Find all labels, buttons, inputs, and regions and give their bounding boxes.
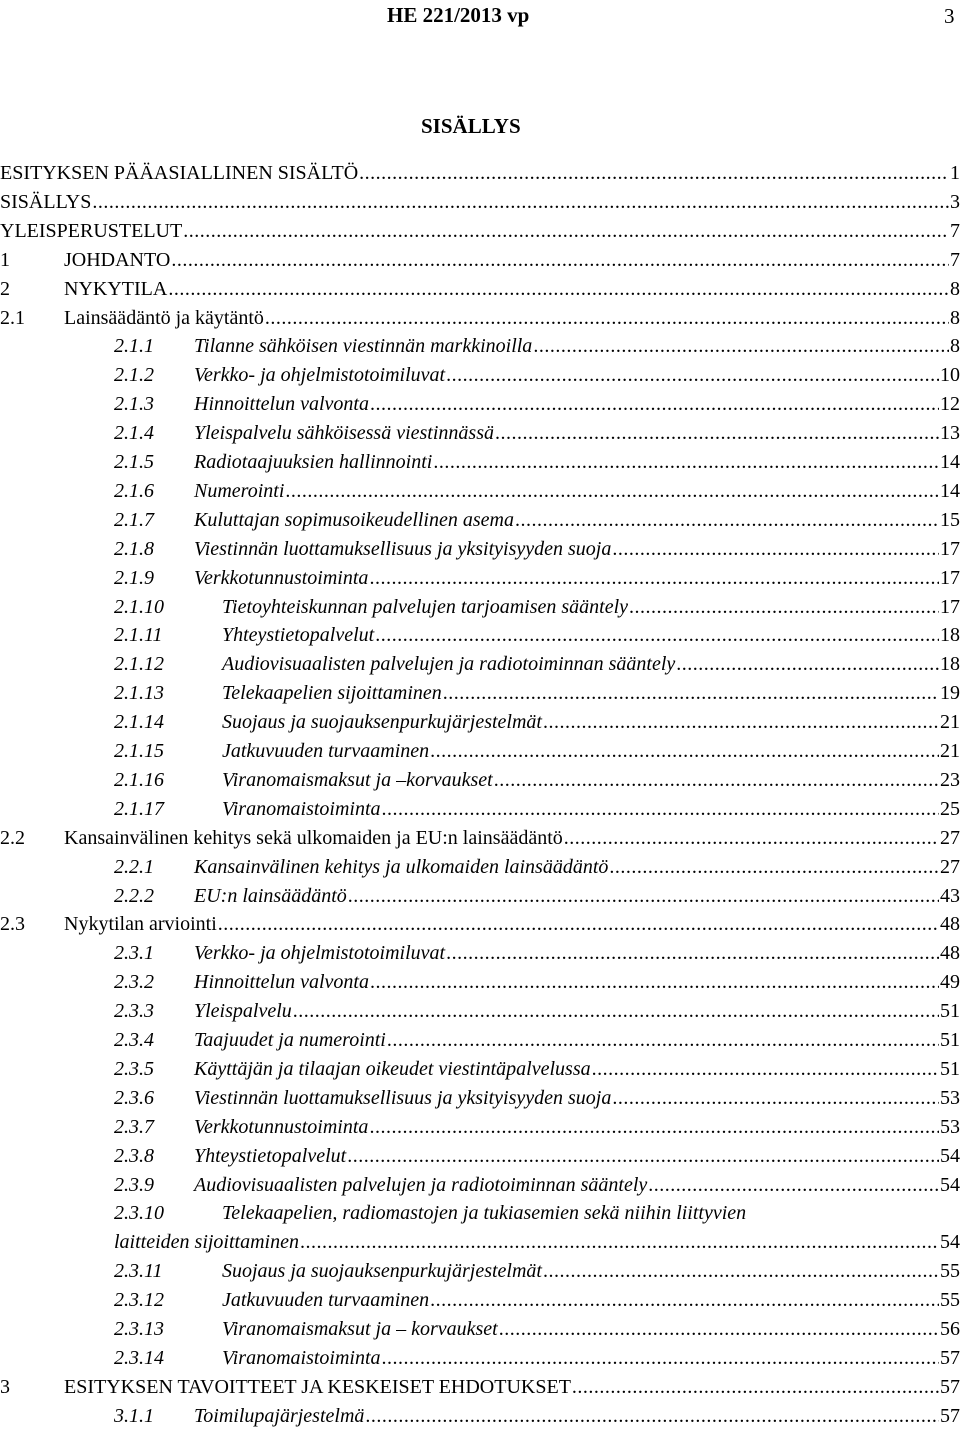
toc-entry-page: 18 (940, 653, 960, 676)
toc-entry-page: 15 (940, 508, 960, 531)
toc-entry (0, 709, 960, 735)
toc-entry-page: 8 (950, 277, 960, 300)
toc-leader-dots (543, 1258, 939, 1284)
toc-entry-page: 57 (940, 1346, 960, 1369)
toc-leader-dots (171, 247, 949, 273)
toc-entry-number: 2 (0, 277, 10, 300)
toc-entry (0, 680, 960, 706)
toc-entry-page: 43 (940, 884, 960, 907)
toc-entry-number: 2.1.13 (114, 682, 164, 705)
toc-entry-page: 57 (940, 1404, 960, 1427)
toc-entry-number: 2.3.9 (114, 1173, 154, 1196)
toc-entry-page: 7 (950, 219, 960, 242)
toc-entry-page: 54 (940, 1231, 960, 1254)
toc-leader-dots (494, 767, 939, 793)
toc-entry-page: 51 (940, 1057, 960, 1080)
toc-entry-page: 56 (940, 1318, 960, 1340)
toc-entry (0, 1172, 960, 1198)
toc-entry (0, 969, 960, 995)
toc-entry-title: Kansainvälinen kehitys sekä ulkomaiden ja EU:n lainsäädäntö (64, 826, 563, 849)
toc-leader-dots (382, 1345, 939, 1371)
toc-leader-dots (495, 420, 939, 446)
toc-entry (0, 362, 960, 388)
toc-entry-title: JOHDANTO (64, 248, 171, 271)
toc-entry-title: Numerointi (194, 479, 285, 502)
toc-entry-title: Telekaapelien, radiomastojen ja tukiasemien sekä niihin liittyvien (222, 1202, 747, 1225)
toc-entry-title: Viestinnän luottamuksellisuus ja yksityisyyden suoja (194, 1086, 612, 1109)
toc-leader-dots (572, 1374, 939, 1400)
toc-entry-number: 2.1.2 (114, 364, 154, 387)
toc-entry (0, 1056, 960, 1082)
toc-leader-dots (609, 854, 939, 880)
toc-entry-page: 55 (940, 1260, 960, 1283)
toc-entry (0, 1027, 960, 1053)
toc-entry-number: 2.1.7 (114, 508, 154, 531)
toc-entry (0, 160, 960, 186)
toc-entry-title: YLEISPERUSTELUT (0, 219, 183, 242)
toc-entry (0, 651, 960, 677)
toc-entry-page: 51 (940, 1000, 960, 1023)
toc-entry-title: Audiovisuaalisten palvelujen ja radiotoiminnan sääntely (194, 1173, 648, 1196)
toc-entry-title: NYKYTILA (64, 277, 168, 300)
toc-entry (0, 305, 960, 331)
toc-entry (0, 333, 960, 359)
toc-entry-title: Toimilupajärjestelmä (194, 1404, 365, 1427)
toc-leader-dots (430, 738, 939, 764)
toc-entry-number: 2.1.9 (114, 566, 154, 589)
toc-entry-number: 3.1.1 (114, 1404, 154, 1427)
toc-entry (0, 1403, 960, 1429)
toc-entry-title: Tilanne sähköisen viestinnän markkinoilla (194, 335, 533, 358)
toc-entry-title: Viranomaismaksut ja – korvaukset (222, 1318, 498, 1340)
toc-entry-number: 2.3.11 (114, 1260, 163, 1283)
toc-entry-page: 7 (950, 248, 960, 271)
toc-entry-page: 17 (940, 566, 960, 589)
toc-entry-number: 2.3.6 (114, 1086, 154, 1109)
toc-entry-page: 10 (940, 364, 960, 387)
toc-entry (0, 1114, 960, 1140)
toc-entry-number: 2.1.15 (114, 740, 164, 762)
toc-entry (0, 883, 960, 909)
toc-entry-number: 2.3.5 (114, 1057, 154, 1080)
toc-entry-number: 2.2 (0, 826, 25, 849)
toc-entry-title: Taajuudet ja numerointi (194, 1029, 386, 1051)
toc-entry-number: 2.3.3 (114, 1000, 154, 1023)
toc-entry (0, 189, 960, 215)
toc-entry-number: 2.1.8 (114, 537, 154, 560)
toc-entry-page: 18 (940, 624, 960, 647)
toc-entry-page: 25 (940, 797, 960, 820)
toc-leader-dots (446, 362, 939, 388)
toc-entry-page: 54 (940, 1144, 960, 1167)
toc-entry-page: 3 (950, 190, 960, 213)
toc-entry-page: 48 (940, 913, 960, 936)
toc-entry-number: 2.1 (0, 306, 25, 329)
toc-entry-number: 2.1.5 (114, 451, 154, 473)
toc-entry-page: 27 (940, 855, 960, 878)
toc-leader-dots (369, 1114, 939, 1140)
toc-leader-dots (433, 449, 939, 475)
toc-entry (0, 738, 960, 764)
toc-entry-page: 14 (940, 479, 960, 502)
toc-entry-page: 53 (940, 1086, 960, 1109)
toc-entry (0, 825, 960, 851)
toc-leader-dots (365, 1403, 939, 1429)
toc-entry-number: 2.3.2 (114, 971, 154, 994)
toc-leader-dots (629, 594, 939, 620)
running-header-doc-ref: HE 221/2013 vp (387, 3, 530, 27)
toc-entry-title: Lainsäädäntö ja käytäntö (64, 306, 264, 329)
toc-entry-title: Viestinnän luottamuksellisuus ja yksityisyyden suoja (194, 537, 612, 560)
toc-entry-page: 55 (940, 1289, 960, 1312)
toc-entry-page: 1 (950, 162, 960, 184)
toc-leader-dots (218, 911, 939, 937)
toc-leader-dots (348, 883, 939, 909)
toc-entry-title: Käyttäjän ja tilaajan oikeudet viestintäpalvelussa (194, 1057, 591, 1080)
toc-entry-number: 1 (0, 248, 10, 271)
toc-entry-title: Jatkuvuuden turvaaminen (222, 1289, 430, 1312)
toc-entry-page: 17 (940, 537, 960, 560)
toc-entry-title: Nykytilan arviointi (64, 913, 217, 936)
toc-entry (0, 796, 960, 822)
toc-entry-title: Yhteystietopalvelut (222, 624, 375, 647)
toc-leader-dots (387, 1027, 939, 1053)
toc-entry-page: 8 (950, 306, 960, 329)
toc-leader-dots (430, 1287, 939, 1313)
toc-entry-title: Radiotaajuuksien hallinnointi (194, 451, 433, 473)
toc-entry (0, 998, 960, 1024)
toc-entry-page: 13 (940, 422, 960, 445)
toc-entry-number: 2.1.11 (114, 624, 163, 647)
toc-entry-title: ESITYKSEN PÄÄASIALLINEN SISÄLTÖ (0, 162, 359, 184)
toc-entry (0, 1200, 960, 1226)
toc-entry-number: 2.1.14 (114, 711, 164, 734)
toc-leader-dots (293, 998, 939, 1024)
toc-leader-dots (375, 622, 939, 648)
toc-leader-dots (92, 189, 949, 215)
toc-entry-number: 2.3.4 (114, 1029, 154, 1051)
toc-entry-number: 2.1.6 (114, 479, 154, 502)
toc-entry-page: 21 (940, 740, 960, 762)
toc-entry-title: Audiovisuaalisten palvelujen ja radiotoiminnan sääntely (222, 653, 676, 676)
toc-entry-number: 2.1.17 (114, 797, 164, 820)
toc-entry (0, 854, 960, 880)
toc-leader-dots (300, 1229, 939, 1255)
toc-leader-dots (183, 218, 949, 244)
toc-leader-dots (612, 1085, 939, 1111)
toc-entry (0, 940, 960, 966)
toc-entry-title: Yleispalvelu sähköisessä viestinnässä (194, 422, 494, 445)
toc-entry-continuation (0, 1229, 960, 1255)
toc-leader-dots (515, 507, 939, 533)
toc-entry-number: 2.2.2 (114, 884, 154, 907)
toc-leader-dots (676, 651, 939, 677)
toc-entry-number: 2.3.14 (114, 1346, 164, 1369)
toc-entry-page: 17 (940, 595, 960, 618)
toc-entry-title: Tietoyhteiskunnan palvelujen tarjoamisen sääntely (222, 595, 629, 618)
running-header-page-number: 3 (944, 4, 955, 28)
toc-entry-number: 2.2.1 (114, 855, 154, 878)
toc-leader-dots (369, 565, 939, 591)
toc-entry (0, 1143, 960, 1169)
toc-title: SISÄLLYS (421, 114, 521, 138)
toc-entry-page: 48 (940, 942, 960, 965)
toc-entry-number: 2.3.8 (114, 1144, 154, 1167)
toc-entry-number: 2.3.1 (114, 942, 154, 965)
toc-entry (0, 1345, 960, 1371)
toc-entry-page: 54 (940, 1173, 960, 1196)
toc-entry-number: 2.1.16 (114, 768, 164, 791)
toc-entry (0, 218, 960, 244)
toc-entry (0, 594, 960, 620)
toc-entry-number: 2.1.4 (114, 422, 154, 445)
toc-leader-dots (382, 796, 939, 822)
toc-entry-number: 2.1.10 (114, 595, 164, 618)
toc-entry-title: Kansainvälinen kehitys ja ulkomaiden lainsäädäntö (194, 855, 609, 878)
toc-entry-title: Verkko- ja ohjelmistotoimiluvat (194, 942, 446, 965)
toc-entry-number: 2.3.7 (114, 1115, 154, 1138)
toc-entry-title: Jatkuvuuden turvaaminen (222, 740, 430, 762)
toc-entry (0, 1316, 960, 1342)
toc-entry (0, 622, 960, 648)
toc-entry (0, 767, 960, 793)
toc-entry-title: Suojaus ja suojauksenpurkujärjestelmät (222, 1260, 542, 1283)
toc-entry-page: 53 (940, 1115, 960, 1138)
toc-leader-dots (499, 1316, 939, 1342)
toc-entry-title: Yleispalvelu (194, 1000, 292, 1023)
toc-entry (0, 1287, 960, 1313)
toc-leader-dots (592, 1056, 939, 1082)
toc-entry-number: 2.3.13 (114, 1318, 164, 1340)
toc-entry-title: Telekaapelien sijoittaminen (222, 682, 442, 705)
toc-entry-title: Suojaus ja suojauksenpurkujärjestelmät (222, 711, 542, 734)
toc-leader-dots (168, 276, 949, 302)
toc-entry-title-continued: laitteiden sijoittaminen (114, 1231, 299, 1254)
toc-leader-dots (359, 160, 949, 186)
toc-entry-number: 2.1.3 (114, 393, 154, 416)
toc-entry (0, 478, 960, 504)
toc-leader-dots (648, 1172, 939, 1198)
toc-entry (0, 1085, 960, 1111)
toc-leader-dots (265, 305, 949, 331)
toc-entry-title: EU:n lainsäädäntö (194, 884, 347, 907)
toc-leader-dots (543, 709, 939, 735)
toc-entry-title: Viranomaismaksut ja –korvaukset (222, 768, 493, 791)
toc-entry (0, 565, 960, 591)
toc-leader-dots (612, 536, 939, 562)
toc-entry (0, 391, 960, 417)
toc-leader-dots (533, 333, 949, 359)
toc-entry (0, 536, 960, 562)
toc-leader-dots (564, 825, 939, 851)
toc-entry-number: 3 (0, 1375, 10, 1398)
toc-entry-page: 12 (940, 393, 960, 416)
toc-entry-title: SISÄLLYS (0, 190, 92, 213)
toc-entry (0, 507, 960, 533)
toc-entry-page: 57 (940, 1375, 960, 1398)
toc-leader-dots (446, 940, 939, 966)
toc-entry-number: 2.1.1 (114, 335, 154, 358)
toc-entry-title: Hinnoittelun valvonta (194, 393, 369, 416)
toc-entry (0, 1258, 960, 1284)
toc-entry-number: 2.1.12 (114, 653, 164, 676)
toc-entry-title: Viranomaistoiminta (222, 797, 381, 820)
toc-leader-dots (347, 1143, 939, 1169)
toc-entry (0, 420, 960, 446)
toc-entry (0, 911, 960, 937)
toc-entry-page: 19 (940, 682, 960, 705)
toc-leader-dots (370, 391, 939, 417)
toc-leader-dots (370, 969, 939, 995)
toc-entry (0, 449, 960, 475)
toc-entry-title: Verkko- ja ohjelmistotoimiluvat (194, 364, 446, 387)
toc-entry-title: Viranomaistoiminta (222, 1346, 381, 1369)
toc-entry-page: 49 (940, 971, 960, 994)
toc-entry (0, 1374, 960, 1400)
toc-entry-page: 14 (940, 451, 960, 473)
toc-entry-number: 2.3.10 (114, 1202, 164, 1225)
toc-leader-dots (285, 478, 939, 504)
toc-entry-page: 23 (940, 768, 960, 791)
toc-entry-title: Kuluttajan sopimusoikeudellinen asema (194, 508, 514, 531)
toc-entry-page: 8 (950, 335, 960, 358)
toc-entry-title: ESITYKSEN TAVOITTEET JA KESKEISET EHDOTUKSET (64, 1375, 571, 1398)
toc-entry-title: Yhteystietopalvelut (194, 1144, 347, 1167)
toc-entry-page: 51 (940, 1029, 960, 1051)
toc-leader-dots (443, 680, 939, 706)
toc-entry-title: Verkkotunnustoiminta (194, 566, 369, 589)
toc-entry-page: 21 (940, 711, 960, 734)
toc-entry (0, 247, 960, 273)
toc-entry-title: Hinnoittelun valvonta (194, 971, 369, 994)
toc-entry-title: Verkkotunnustoiminta (194, 1115, 369, 1138)
toc-entry-number: 2.3.12 (114, 1289, 164, 1312)
toc-entry-number: 2.3 (0, 913, 25, 936)
toc-entry-page: 27 (940, 826, 960, 849)
toc-entry (0, 276, 960, 302)
